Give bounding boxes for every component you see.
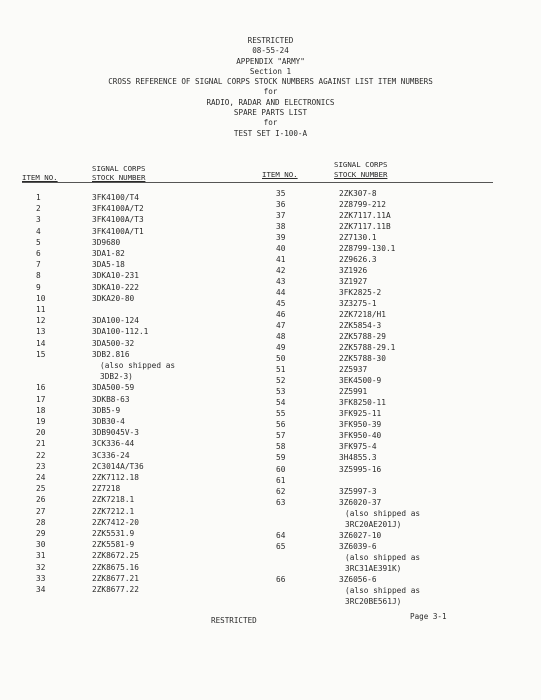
stock-number: 3DA100-112.1 [92,327,149,337]
item-number: 30 [36,540,46,550]
stock-number: 3Z3275-1 [339,299,377,309]
item-number: 27 [36,506,46,516]
item-number: 53 [276,387,286,397]
stock-number: 2ZK5531.9 [92,529,135,538]
stock-number: 3Z6039-6 [339,541,377,551]
stock-number: 2Z7130.1 [339,233,377,243]
item-number: 40 [276,244,286,254]
item-number: 21 [36,439,46,449]
item-number: 55 [276,409,286,419]
stock-number: 3CK336-44 [92,439,135,449]
stock-number: 3DA5-18 [92,260,125,270]
item-number: 51 [276,365,286,375]
right-header-item-no-text: ITEM NO. [262,170,298,179]
item-number: 17 [36,394,46,404]
item-number: 3 [36,215,41,225]
right-header-signal-corps: SIGNAL CORPS [334,160,388,169]
stock-number: 3Z6056-6 [339,574,377,584]
item-number: 47 [276,321,286,331]
item-number: 22 [36,450,46,460]
footer-page-number: Page 3-1 [410,612,447,621]
stock-number: 2Z8799-130.1 [339,244,396,254]
shipping-note: (also shipped as [100,361,176,370]
header-line: for [263,87,278,97]
header-line: APPENDIX "ARMY" [236,56,305,66]
stock-number: 3DB5-9 [92,405,121,415]
item-number: 54 [276,398,286,408]
item-number: 26 [36,495,46,505]
item-number: 7 [36,260,41,270]
item-number: 8 [36,271,41,281]
stock-number: 2ZK7117.11A [339,211,391,221]
item-number: 33 [36,573,46,583]
item-number: 9 [36,282,41,292]
item-number: 60 [276,464,286,474]
left-header-signal-corps: SIGNAL CORPS [92,164,146,173]
item-number: 57 [276,431,286,441]
stock-number: 2Z5937 [339,365,368,375]
stock-number: 3DB9045V-3 [92,428,139,438]
item-number: 1 [36,193,41,202]
stock-number: 2Z8799-212 [339,200,386,210]
stock-number: 3DKA10-231 [92,271,139,281]
stock-number: 3DA100-124 [92,316,139,326]
item-number: 16 [36,383,46,393]
stock-number: 2ZK5581-9 [92,540,135,550]
item-number: 12 [36,316,46,326]
stock-number: 3EK4500-9 [339,376,382,386]
stock-number: 3DA500-32 [92,338,135,348]
stock-number: 2ZK7412-20 [92,517,139,527]
header-line: SPARE PARTS LIST [233,108,308,118]
stock-number: 3Z6027-10 [339,530,382,540]
stock-number: 3DKB8-63 [92,394,130,404]
item-number: 65 [276,541,286,551]
item-number: 48 [276,332,286,342]
item-number: 20 [36,428,46,438]
header-line: Section 1 [249,66,292,76]
item-number: 50 [276,354,286,364]
stock-number: 3Z5997-3 [339,486,377,496]
stock-number: 2ZK8677.21 [92,573,139,583]
item-number: 63 [276,497,286,507]
stock-number: 2ZK5788-29.1 [339,343,396,353]
item-number: 15 [36,349,46,359]
item-number: 58 [276,442,286,452]
item-number: 25 [36,484,46,494]
item-number: 42 [276,266,286,276]
stock-number: 3FK975-4 [339,442,377,452]
stock-number: 2ZK7212.1 [92,506,135,516]
left-header-stock-number-text: STOCK NUMBER [92,173,146,182]
stock-number: 2C3014A/T36 [92,461,144,471]
stock-number: 3FK925-11 [339,409,382,419]
document-header [0,36,541,139]
stock-number: 3FK4100A/T2 [92,204,144,214]
stock-number: 3FK4100A/T3 [92,215,144,225]
stock-number: 3D9680 [92,237,121,247]
item-number: 46 [276,310,286,320]
shipping-note: (also shipped as [345,585,421,595]
stock-number: 2Z5991 [339,387,368,397]
stock-number: 3DB30-4 [92,417,125,426]
item-number: 35 [276,189,286,198]
item-number: 45 [276,299,286,309]
left-header-item-no-text: ITEM NO. [22,173,58,182]
stock-number: 2ZK8672.25 [92,551,139,561]
item-number: 34 [36,585,46,594]
header-line: RADIO, RADAR AND ELECTRONICS [206,97,335,107]
header-rule [22,182,493,183]
item-number: 32 [36,562,46,572]
item-number: 6 [36,249,41,258]
stock-number: 3DKA10-222 [92,282,139,292]
shipping-note: 3RC20BE561J) [345,596,402,606]
shipping-note: 3RC20AE201J) [345,519,402,529]
item-number: 5 [36,237,41,247]
shipping-note: (also shipped as [345,552,421,562]
footer-restricted: RESTRICTED [211,616,257,625]
item-number: 49 [276,343,286,353]
stock-number: 3DB2.816 [92,349,130,359]
item-number: 61 [276,475,286,485]
stock-number: 3FK8250-11 [339,398,386,408]
stock-number: 2ZK5788-29 [339,332,386,342]
item-number: 19 [36,417,46,426]
item-number: 10 [36,293,46,303]
stock-number: 3FK950-40 [339,431,382,441]
stock-number: 2ZK7112.18 [92,473,139,482]
item-number: 23 [36,461,46,471]
item-number: 31 [36,551,46,561]
item-number: 44 [276,288,286,298]
stock-number: 3Z6020-37 [339,497,382,507]
right-header-stock-number [334,170,387,180]
item-number: 36 [276,200,286,210]
right-header-stock-number-text: STOCK NUMBER [334,170,388,179]
item-number: 62 [276,486,286,496]
stock-number: 2ZK7218.1 [92,495,135,505]
stock-number: 3FK4100/T4 [92,193,139,202]
stock-number: 3C336-24 [92,450,130,460]
stock-number: 3Z1927 [339,277,368,287]
stock-number: 3DKA20-80 [92,293,135,303]
item-number: 14 [36,338,46,348]
stock-number: 2ZK5788-30 [339,354,386,364]
item-number: 18 [36,405,46,415]
header-line: TEST SET I-100-A [233,128,308,138]
right-header-item-no [262,170,298,180]
stock-number: 2ZK8677.22 [92,585,139,594]
item-number: 13 [36,327,46,337]
item-number: 11 [36,305,46,314]
stock-number: 2Z9626.3 [339,255,377,265]
item-number: 29 [36,529,46,538]
stock-number: 2ZK307-8 [339,189,377,198]
stock-number: 3H4855.3 [339,453,377,463]
item-number: 4 [36,226,41,236]
stock-number: 3FK950-39 [339,420,382,430]
item-number: 64 [276,530,286,540]
item-number: 24 [36,473,46,482]
stock-number: 2ZK5854-3 [339,321,382,331]
header-line: RESTRICTED [247,36,294,45]
stock-number: 3FK4100A/T1 [92,226,144,236]
shipping-note: 3RC31AE391K) [345,563,402,573]
header-line: 08-55-24 [252,46,289,56]
stock-number: 3Z5995-16 [339,464,382,474]
item-number: 41 [276,255,286,265]
item-number: 52 [276,376,286,386]
item-number: 56 [276,420,286,430]
item-number: 59 [276,453,286,463]
item-number: 43 [276,277,286,287]
item-number: 38 [276,222,286,232]
item-number: 2 [36,204,41,214]
stock-number: 3FK2825-2 [339,288,382,298]
stock-number: 2Z7218 [92,484,121,494]
shipping-note: (also shipped as [345,508,421,518]
stock-number: 3Z1926 [339,266,368,276]
header-line: for [263,118,278,128]
stock-number: 2ZK8675.16 [92,562,139,572]
header-line: CROSS REFERENCE OF SIGNAL CORPS STOCK NUMBERS AGAINST LIST ITEM NUMBERS [108,77,433,87]
stock-number: 2ZK7117.11B [339,222,391,232]
stock-number: 2ZK7218/H1 [339,310,386,320]
stock-number: 3DA1-82 [92,249,125,258]
item-number: 66 [276,574,286,584]
item-number: 39 [276,233,286,243]
shipping-note: 3DB2-3) [100,372,133,382]
item-number: 37 [276,211,286,221]
item-number: 28 [36,517,46,527]
stock-number: 3DA500-59 [92,383,135,393]
